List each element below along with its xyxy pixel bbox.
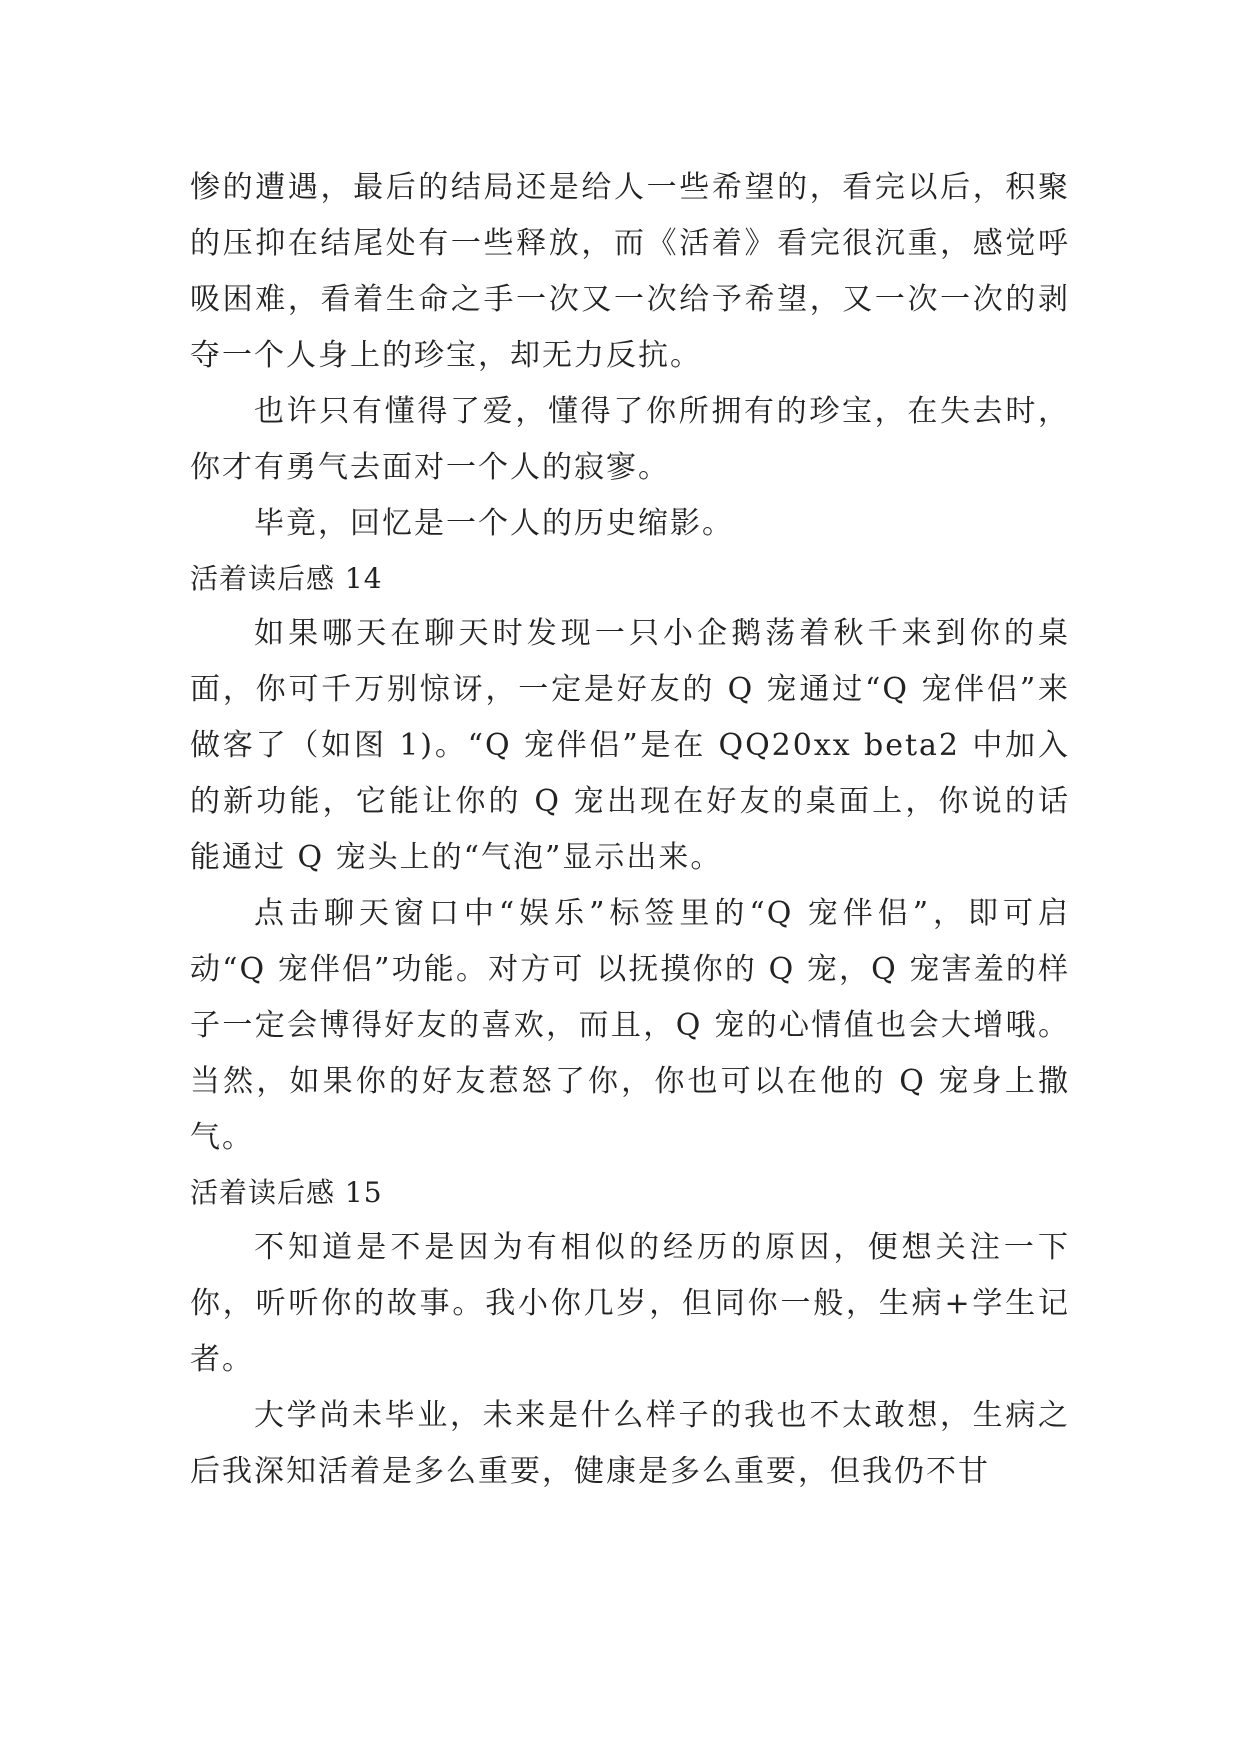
paragraph: 点击聊天窗口中“娱乐”标签里的“Q 宠伴侣”，即可启动“Q 宠伴侣”功能。对方可 以抚摸你的 Q 宠，Q 宠害羞的样子一定会博得好友的喜欢，而且，Q 宠的心情值也会大增哦。当然，如果你的好友惹怒了你，你也可以在他的 Q 宠身上撒气。 xyxy=(190,896,1070,1155)
paragraph: 如果哪天在聊天时发现一只小企鹅荡着秋千来到你的桌面，你可千万别惊讶，一定是好友的 Q 宠通过“Q 宠伴侣”来做客了（如图 1)。“Q 宠伴侣”是在 QQ20xx beta2 中加入的新功能，它能让你的 Q 宠出现在好友的桌面上，你说的话能通过 Q 宠头上的“气泡”显示出来。 xyxy=(190,616,1070,875)
paragraph: 毕竟，回忆是一个人的历史缩影。 xyxy=(254,506,734,541)
section-heading: 活着读后感 14 xyxy=(190,562,383,595)
section-heading: 活着读后感 15 xyxy=(190,1176,383,1209)
paragraph: 也许只有懂得了爱，懂得了你所拥有的珍宝，在失去时，你才有勇气去面对一个人的寂寥。 xyxy=(190,394,1070,485)
document-body xyxy=(190,160,1070,1500)
paragraph: 不知道是不是因为有相似的经历的原因，便想关注一下你，听听你的故事。我小你几岁，但同你一般，生病+学生记者。 xyxy=(190,1230,1070,1377)
paragraph: 惨的遭遇，最后的结局还是给人一些希望的，看完以后，积聚的压抑在结尾处有一些释放，而《活着》看完很沉重，感觉呼吸困难，看着生命之手一次又一次给予希望，又一次一次的剥夺一个人身上的珍宝，却无力反抗。 xyxy=(190,170,1070,373)
paragraph: 大学尚未毕业，未来是什么样子的我也不太敢想，生病之后我深知活着是多么重要，健康是多么重要，但我仍不甘 xyxy=(190,1398,1070,1489)
